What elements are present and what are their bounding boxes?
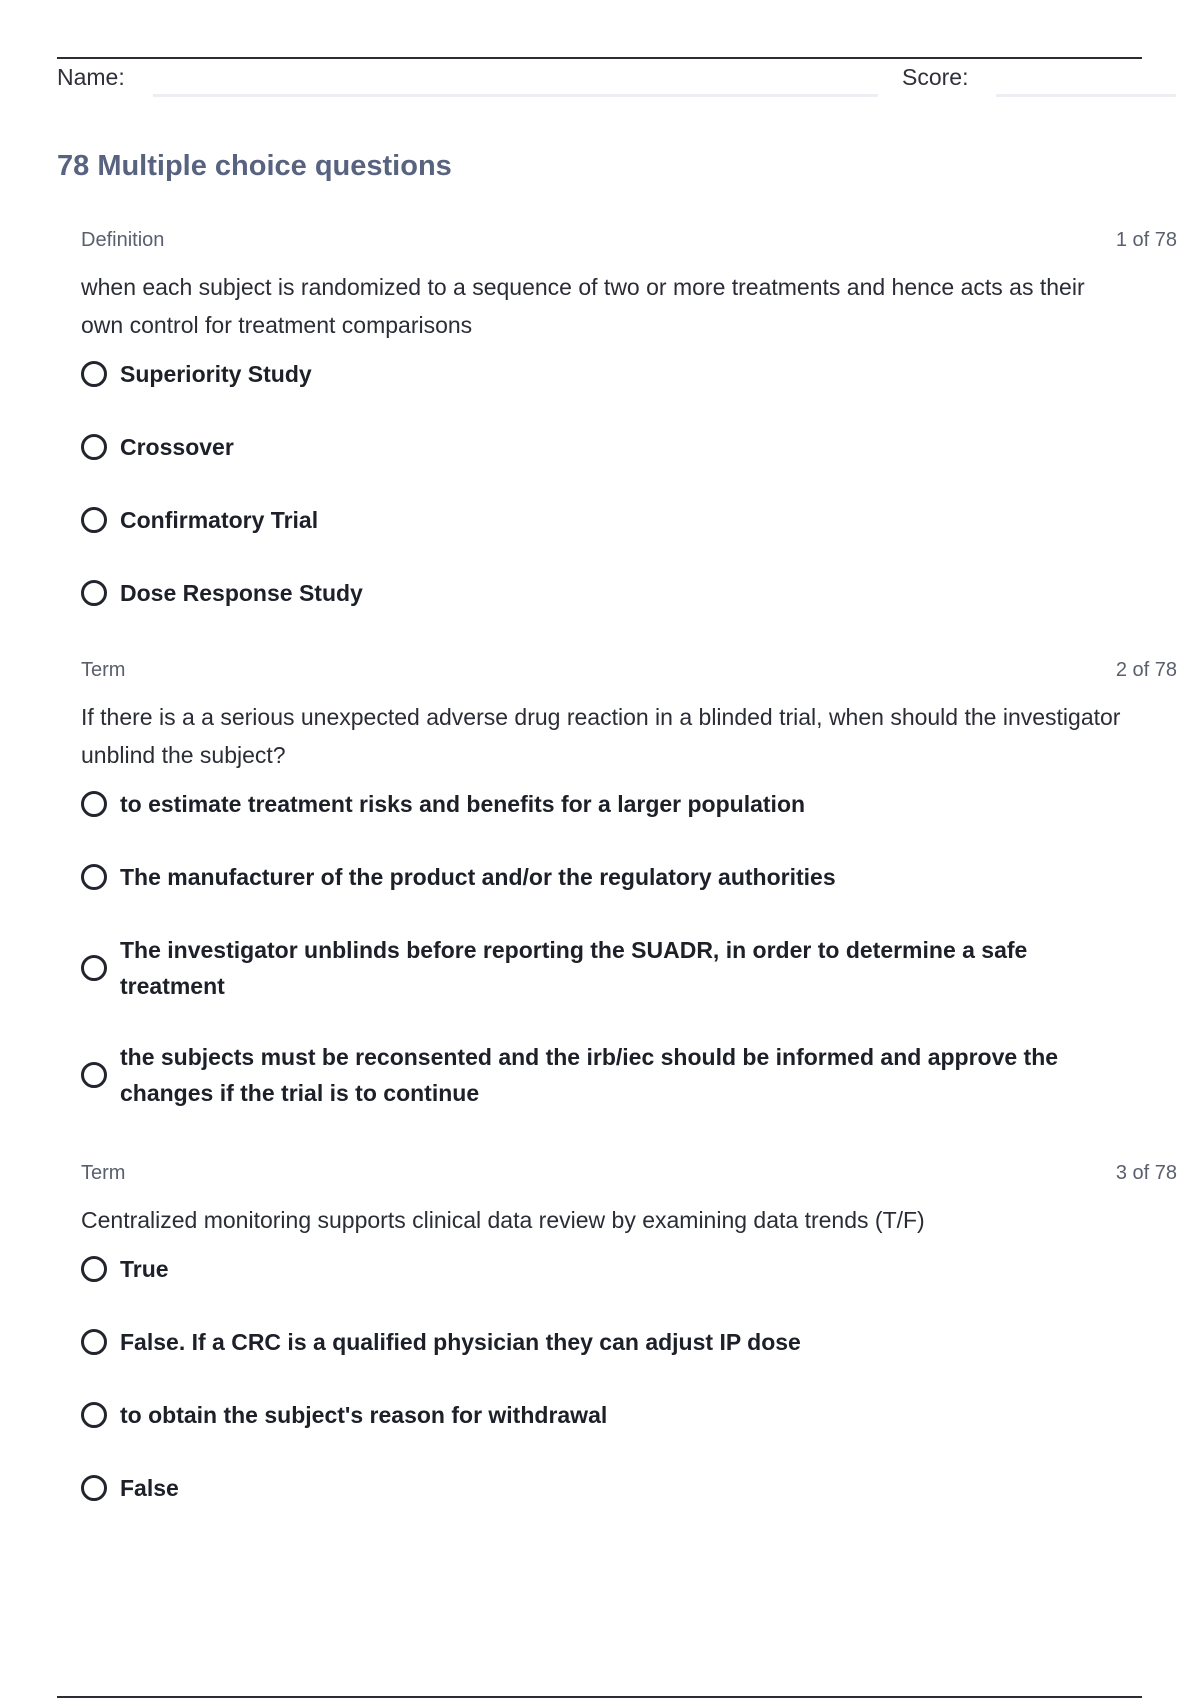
- answer-option[interactable]: [81, 356, 1177, 392]
- radio-button-icon[interactable]: [81, 1062, 107, 1088]
- answer-option[interactable]: [81, 1324, 1177, 1360]
- answer-option[interactable]: [81, 1039, 1177, 1111]
- radio-button-icon[interactable]: [81, 1475, 107, 1501]
- page-title: 78 Multiple choice questions: [57, 150, 452, 182]
- name-field[interactable]: [153, 94, 878, 97]
- answer-options: [81, 356, 1177, 611]
- question-type: Term: [81, 659, 126, 681]
- top-rule: [57, 57, 1142, 59]
- radio-button-icon[interactable]: [81, 1329, 107, 1355]
- question-counter: 1 of 78: [1115, 229, 1177, 251]
- question-card: [81, 657, 1177, 1146]
- answer-label: False. If a CRC is a qualified physician they can adjust IP dose: [120, 1329, 801, 1355]
- radio-button-icon[interactable]: [81, 1402, 107, 1428]
- score-label: Score:: [902, 64, 969, 90]
- answer-options: [81, 786, 1177, 1111]
- question-counter: 2 of 78: [1115, 659, 1177, 681]
- question-card: [81, 227, 1177, 648]
- name-label: Name:: [57, 64, 125, 90]
- question-prompt: Centralized monitoring supports clinical data review by examining data trends (T/F): [81, 1207, 925, 1233]
- radio-button-icon[interactable]: [81, 864, 107, 890]
- answer-label: Superiority Study: [120, 361, 312, 387]
- answer-option[interactable]: [81, 1470, 1177, 1506]
- radio-button-icon[interactable]: [81, 1256, 107, 1282]
- answer-label: The investigator unblinds before reporting the SUADR, in order to determine a safe treatment: [120, 937, 1028, 999]
- question-prompt: If there is a a serious unexpected adverse drug reaction in a blinded trial, when should the investigator unblind the subject?: [81, 704, 1121, 768]
- question-card: [81, 1160, 1177, 1543]
- answer-label: the subjects must be reconsented and the irb/iec should be informed and approve the changes if the trial is to continue: [120, 1044, 1059, 1106]
- answer-label: Dose Response Study: [120, 580, 363, 606]
- answer-option[interactable]: [81, 1251, 1177, 1287]
- answer-label: False: [120, 1475, 179, 1501]
- answer-label: to estimate treatment risks and benefits for a larger population: [120, 791, 806, 817]
- answer-option[interactable]: [81, 932, 1177, 1004]
- answer-label: The manufacturer of the product and/or the regulatory authorities: [120, 864, 836, 890]
- answer-label: True: [120, 1256, 169, 1282]
- radio-button-icon[interactable]: [81, 580, 107, 606]
- answer-option[interactable]: [81, 859, 1177, 895]
- radio-button-icon[interactable]: [81, 434, 107, 460]
- answer-label: Confirmatory Trial: [120, 507, 319, 533]
- answer-option[interactable]: [81, 502, 1177, 538]
- bottom-rule: [57, 1696, 1142, 1698]
- radio-button-icon[interactable]: [81, 955, 107, 981]
- answer-option[interactable]: [81, 575, 1177, 611]
- answer-label: Crossover: [120, 434, 234, 460]
- radio-button-icon[interactable]: [81, 791, 107, 817]
- answer-option[interactable]: [81, 786, 1177, 822]
- question-counter: 3 of 78: [1115, 1162, 1177, 1184]
- radio-button-icon[interactable]: [81, 361, 107, 387]
- answer-options: [81, 1251, 1177, 1506]
- answer-label: to obtain the subject's reason for withdrawal: [120, 1402, 608, 1428]
- score-field[interactable]: [996, 94, 1176, 97]
- question-prompt: when each subject is randomized to a sequence of two or more treatments and hence acts as their own control for treatment comparisons: [81, 274, 1085, 338]
- radio-button-icon[interactable]: [81, 507, 107, 533]
- answer-option[interactable]: [81, 429, 1177, 465]
- question-type: Term: [81, 1162, 126, 1184]
- answer-option[interactable]: [81, 1397, 1177, 1433]
- question-type: Definition: [81, 229, 165, 251]
